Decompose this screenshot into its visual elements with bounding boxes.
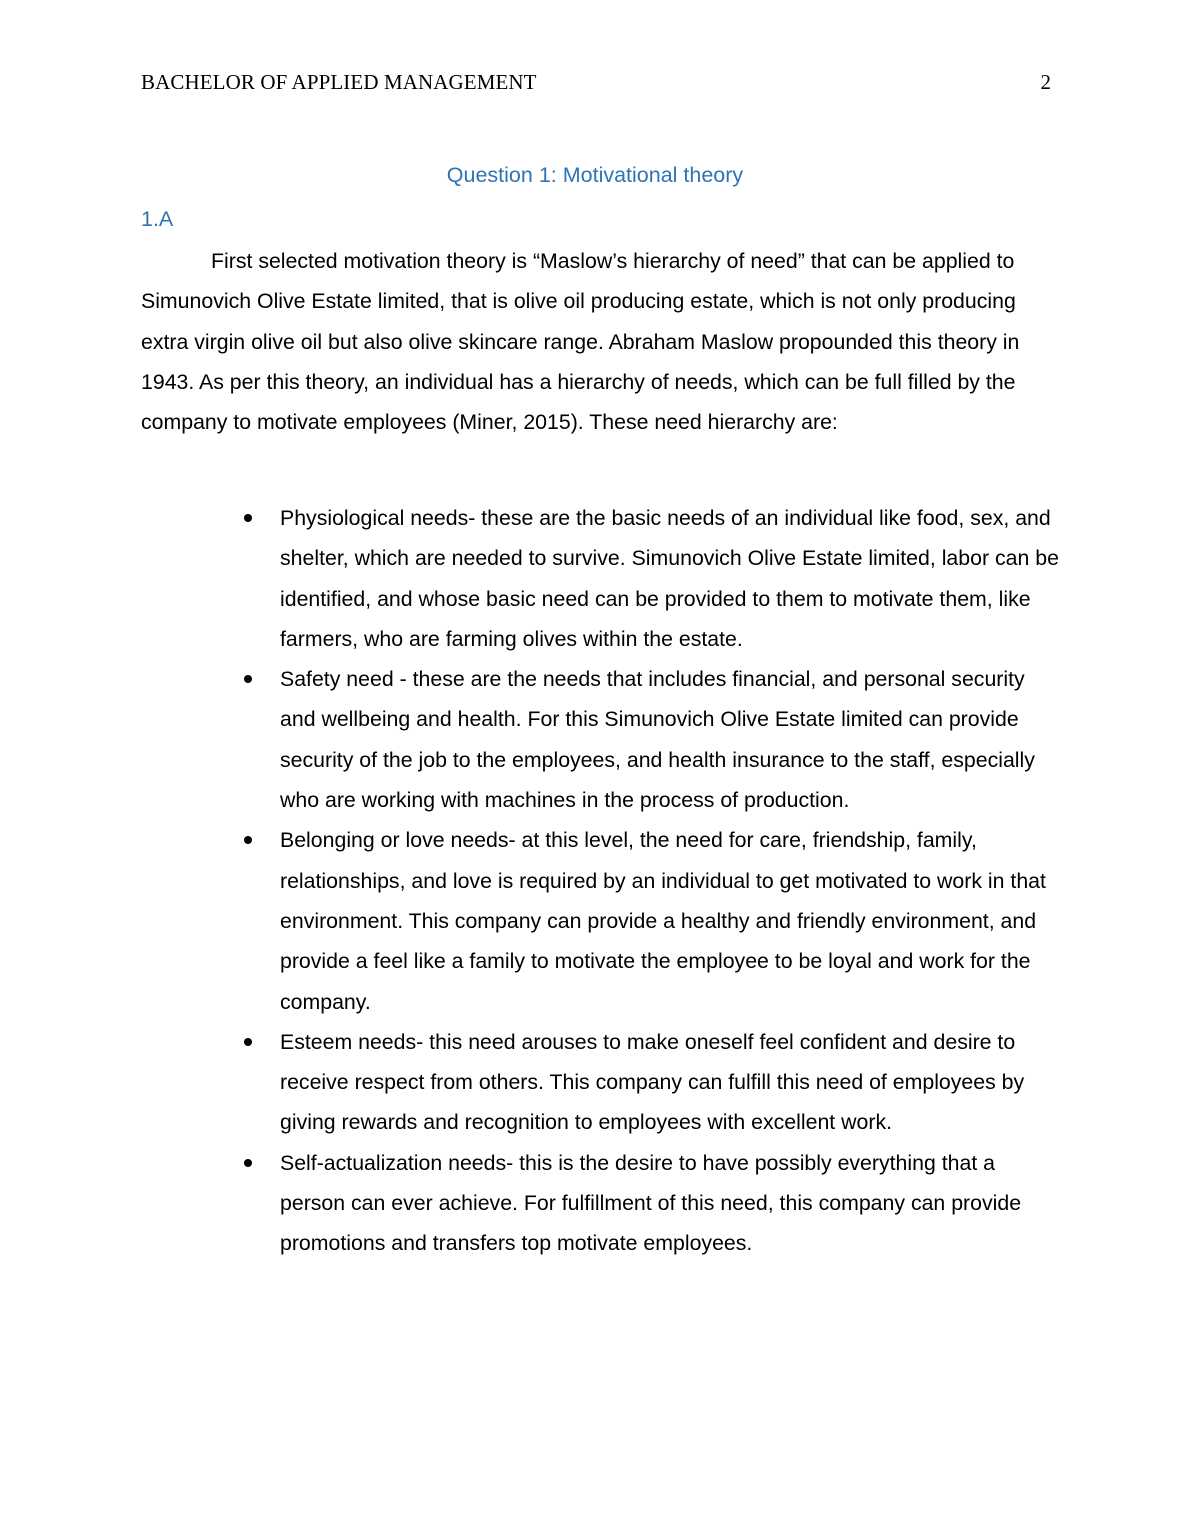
list-item — [280, 659, 1060, 820]
bullet-icon — [244, 1038, 252, 1046]
subsection-heading: 1.A — [141, 207, 174, 231]
need-text: Self-actualization needs- this is the desire to have possibly everything that a person can ever achieve. For fulfillment of this need, this company can provide promotions and transfers top motivate employees. — [280, 1150, 1022, 1256]
list-item — [280, 820, 1060, 1021]
need-text: Physiological needs- these are the basic needs of an individual like food, sex, and shelter, which are needed to survive. Simunovich Olive Estate limited, labor can be identified, and whose basic need can be provided to them to motivate them, like farmers, who are farming olives within the estate. — [280, 506, 1059, 651]
page-number: 2 — [1040, 70, 1051, 94]
section-heading: Question 1: Motivational theory — [446, 163, 744, 187]
bullet-icon — [244, 836, 252, 844]
need-text: Safety need - these are the needs that includes financial, and personal security and wellbeing and health. For this Simunovich Olive Estate limited can provide security of the job to the employees, and health insurance to the staff, especially who are working with machines in the process of production. — [280, 667, 1035, 813]
bullet-icon — [244, 514, 252, 522]
list-item — [280, 1022, 1060, 1143]
running-head: BACHELOR OF APPLIED MANAGEMENT — [141, 70, 537, 94]
need-text: Esteem needs- this need arouses to make oneself feel confident and desire to receive respect from others. This company can fulfill this need of employees by giving rewards and recognition to employees with excellent work. — [280, 1029, 1025, 1135]
list-item — [280, 1143, 1060, 1264]
intro-paragraph: First selected motivation theory is “Maslow’s hierarchy of need” that can be applied to Simunovich Olive Estate limited, that is olive oil producing estate, which is not only producing extra virgin olive oil but also olive skincare range. Abraham Maslow propounded this theory in 1943. As per this theory, an individual has a hierarchy of needs, which can be full filled by the company to motivate employees (Miner, 2015). These need hierarchy are: — [141, 249, 1020, 435]
needs-list — [280, 498, 1060, 1264]
need-text: Belonging or love needs- at this level, the need for care, friendship, family, relationships, and love is required by an individual to get motivated to work in that environment. This company can provide a healthy and friendly environment, and provide a feel like a family to motivate the employee to be loyal and work for the company. — [280, 828, 1046, 1014]
bullet-icon — [244, 1159, 252, 1167]
list-item — [280, 498, 1060, 659]
bullet-icon — [244, 675, 252, 683]
